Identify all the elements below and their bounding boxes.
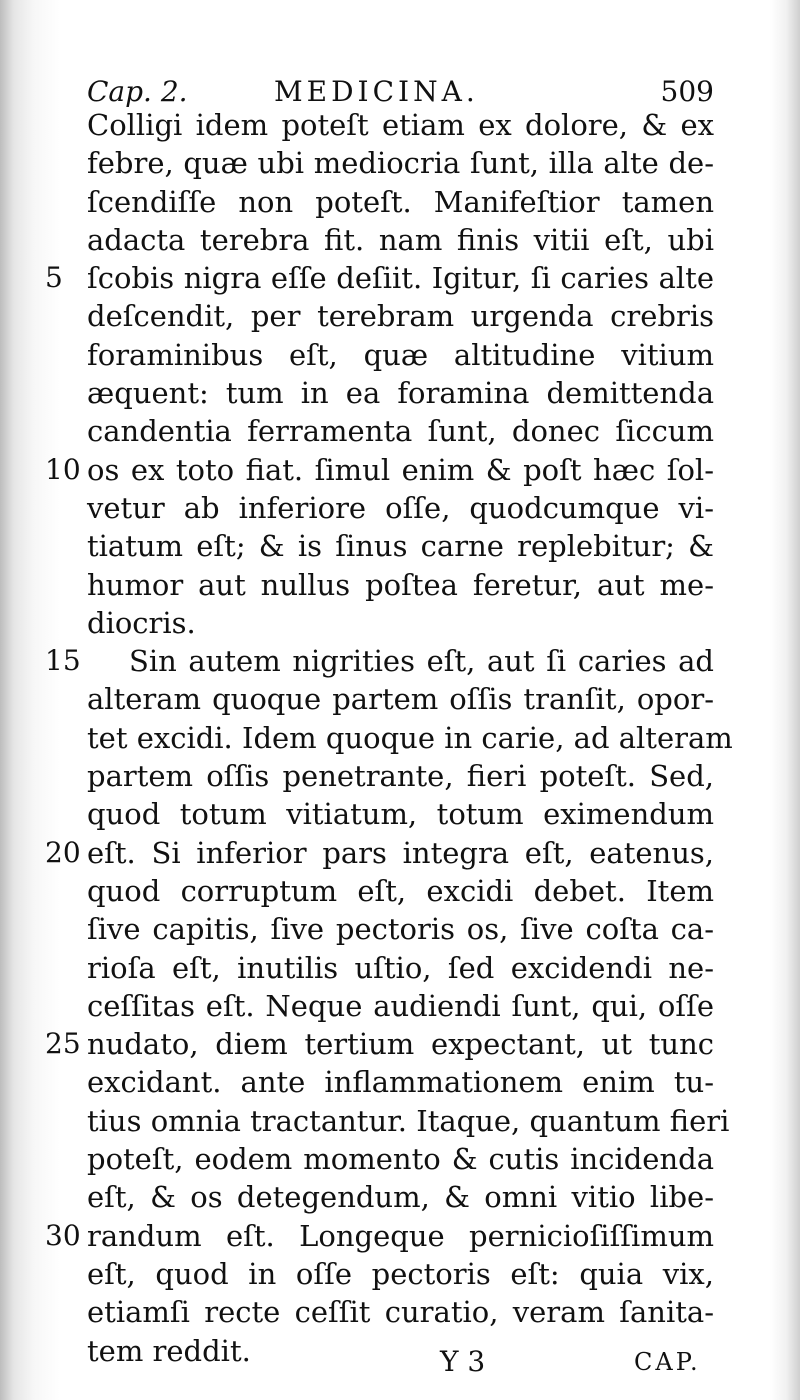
line-text: alteram quoque partem oſſis tranſit, opor-	[87, 682, 714, 717]
text-line	[87, 795, 714, 833]
line-text: randum eſt. Longeque pernicioſiſſimum	[87, 1218, 714, 1253]
line-text: diocris.	[87, 605, 196, 640]
text-line	[45, 1025, 714, 1063]
line-text: foraminibus eſt, quæ altitudine vitium	[87, 337, 714, 372]
line-text: ſcendiſſe non poteſt. Manifeſtior tamen	[87, 184, 714, 219]
text-line	[87, 872, 714, 910]
line-text: tet excidi. Idem quoque in carie, ad alteram	[87, 720, 733, 755]
line-text: Colligi idem poteſt etiam ex dolore, & ex	[87, 108, 714, 142]
line-text: eſt, & os detegendum, & omni vitio libe-	[87, 1180, 714, 1215]
body-text	[45, 106, 733, 1370]
line-text: nudato, diem tertium expectant, ut tunc	[87, 1027, 714, 1062]
line-text: quod corruptum eſt, excidi debet. Item	[87, 873, 714, 908]
line-text: febre, quæ ubi mediocria ſunt, illa alte de-	[87, 146, 714, 181]
text-line	[87, 1140, 714, 1178]
catchword: CAP.	[634, 1348, 701, 1376]
text-line	[87, 336, 714, 374]
line-text: etiamſi recte ceſſit curatio, veram ſanita-	[87, 1295, 714, 1330]
chapter-label: Cap. 2.	[87, 75, 188, 108]
line-text: vetur ab inferiore oſſe, quodcumque vi-	[87, 490, 714, 525]
line-text: deſcendit, per terebram urgenda crebris	[87, 299, 714, 334]
line-number: 25	[45, 1027, 81, 1061]
line-text: tius omnia tractantur. Itaque, quantum fieri	[87, 1103, 730, 1138]
line-text: adacta terebra fit. nam finis vitii eſt, ubi	[87, 222, 714, 257]
line-text: tiatum eſt; & is ſinus carne replebitur; &	[87, 529, 714, 564]
text-line	[87, 527, 714, 565]
line-text: partem oſſis penetrante, fieri poteſt. Sed,	[87, 759, 714, 794]
text-line	[87, 604, 714, 642]
text-line	[87, 183, 714, 221]
text-line	[45, 1217, 714, 1255]
line-number: 10	[45, 452, 81, 486]
running-title: MEDICINA.	[274, 75, 479, 108]
line-number: 15	[45, 644, 81, 678]
text-line	[45, 451, 714, 489]
text-line	[87, 1255, 714, 1293]
line-text: excidant. ante inflammationem enim tu-	[87, 1065, 714, 1100]
line-text: poteſt, eodem momento & cutis incidenda	[87, 1142, 714, 1177]
line-text: eſt. Si inferior pars integra eſt, eatenus,	[87, 835, 714, 870]
line-text: æquent: tum in ea foramina demittenda	[87, 376, 714, 411]
line-text: humor aut nullus poſtea feretur, aut me-	[87, 567, 714, 602]
text-line	[87, 106, 714, 144]
text-line	[87, 566, 714, 604]
text-line	[87, 987, 714, 1025]
line-text: os ex toto fiat. ſimul enim & poſt hæc ſol-	[87, 452, 714, 487]
text-line	[87, 489, 714, 527]
text-line	[87, 374, 714, 412]
line-number: 5	[45, 261, 63, 295]
text-line	[45, 259, 714, 297]
text-line	[87, 1293, 714, 1331]
text-line	[45, 834, 714, 872]
text-line	[87, 144, 714, 182]
text-line	[87, 757, 714, 795]
page-number: 509	[660, 75, 714, 108]
text-line	[87, 719, 733, 757]
signature-mark: Y 3	[440, 1345, 486, 1378]
text-line	[87, 412, 714, 450]
text-line	[87, 949, 714, 987]
line-text: eſt, quod in oſſe pectoris eſt: quia vix,	[87, 1256, 714, 1291]
text-line	[87, 1102, 730, 1140]
text-line	[87, 680, 714, 718]
line-text: quod totum vitiatum, totum eximendum	[87, 797, 714, 832]
text-line	[87, 1178, 714, 1216]
line-number: 20	[45, 835, 81, 869]
line-text: candentia ferramenta ſunt, donec ſiccum	[87, 414, 714, 449]
text-line	[87, 221, 714, 259]
line-text: Sin autem nigrities eſt, aut ſi caries ad	[129, 644, 714, 679]
line-text: tem reddit.	[87, 1333, 251, 1368]
text-line	[87, 297, 714, 335]
line-text: ſive capitis, ſive pectoris os, ſive coſta ca-	[87, 912, 714, 947]
page-footer	[0, 1342, 800, 1382]
line-text: ceſſitas eſt. Neque audiendi ſunt, qui, oſſe	[87, 988, 714, 1023]
line-text: ſcobis nigra eſſe deſiit. Igitur, ſi caries alte	[87, 261, 714, 296]
line-text: rioſa eſt, inutilis uſtio, ſed excidendi ne-	[87, 950, 714, 985]
line-number: 30	[45, 1218, 81, 1252]
text-line	[45, 642, 714, 680]
text-line	[87, 910, 714, 948]
text-line	[87, 1063, 714, 1101]
